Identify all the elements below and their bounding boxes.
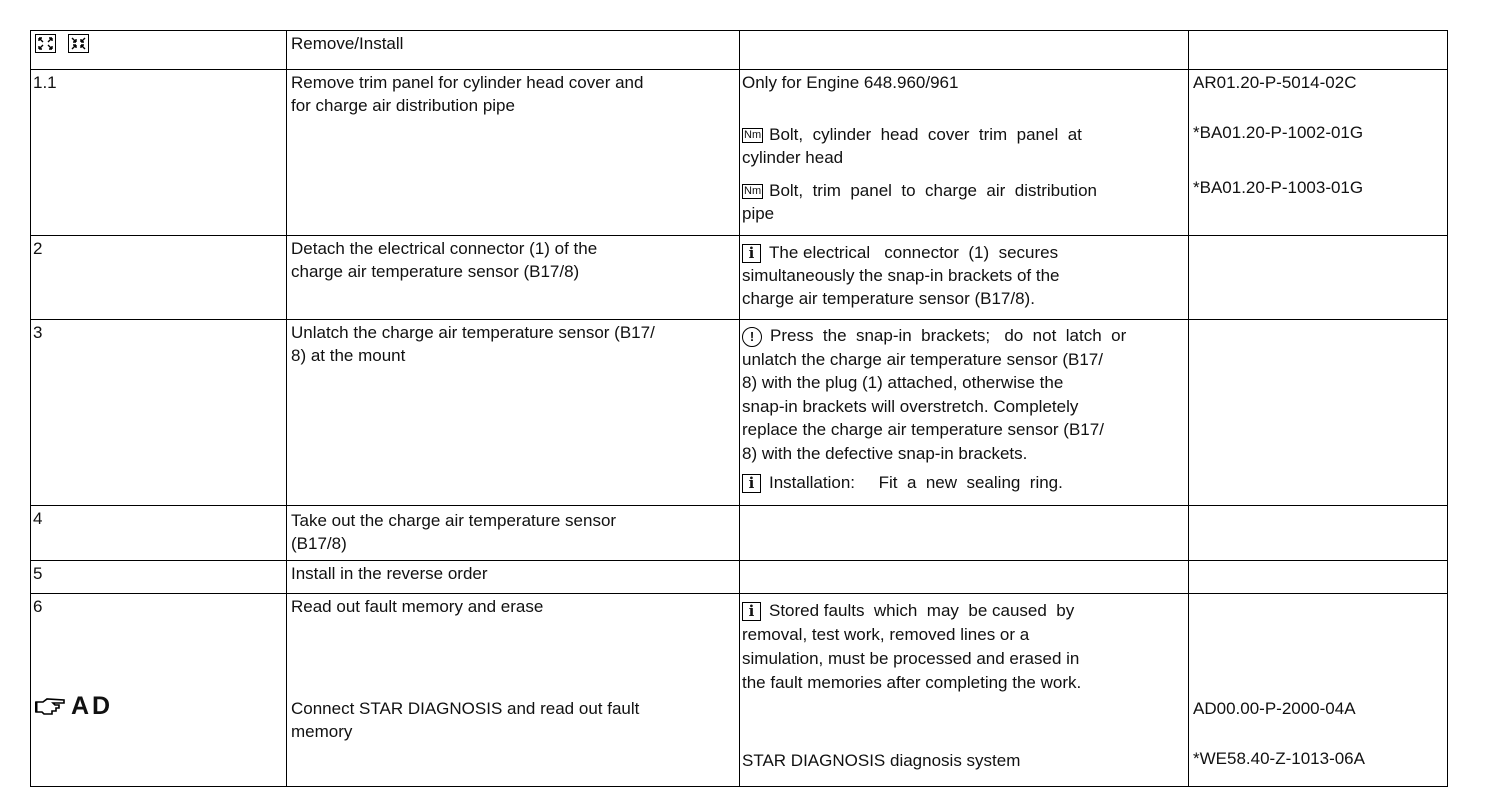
torque-icon[interactable]: Nm — [744, 185, 762, 197]
engine-note: Only for Engine 648.960/961 — [742, 73, 959, 92]
step-action: Detach the electrical connector (1) of the charge air temperature sensor (B17/8) — [291, 239, 598, 281]
warning-note: ! Press the snap-in brackets; do not latch or unlatch the charge air temperature sensor (B17/ 8) with the plug (1) attached, otherwise the snap-in brackets will overstretch. Completely replace the charge air temperature sensor (B17/ 8) with the defective snap-in brackets. — [742, 326, 1127, 463]
warning-icon[interactable]: ! — [742, 327, 762, 347]
step-number: 5 — [33, 564, 43, 583]
torque-note: Nm Bolt, trim panel to charge air distribution pipe — [742, 181, 1097, 223]
step-number: 1.1 — [33, 73, 57, 92]
info-icon[interactable]: i — [742, 474, 761, 493]
torque-note: Nm Bolt, cylinder head cover trim panel at cylinder head — [742, 125, 1082, 167]
step-number: 6 — [33, 597, 43, 616]
table-row — [31, 506, 1448, 561]
table-row — [31, 594, 1448, 787]
step-action: Install in the reverse order — [291, 564, 488, 583]
step-action: Read out fault memory and erase — [291, 597, 544, 616]
expand-icon[interactable] — [35, 34, 56, 53]
installation-note: i Installation: Fit a new sealing ring. — [742, 471, 1063, 494]
info-note: i Stored faults which may be caused by removal, test work, removed lines or a simulation, must be processed and erased in the fault memories after completing the work. — [742, 601, 1082, 692]
tool-label: STAR DIAGNOSIS diagnosis system — [742, 751, 1021, 770]
step-number: 3 — [33, 323, 43, 342]
step-action: Remove trim panel for cylinder head cover and for charge air distribution pipe — [291, 73, 644, 115]
info-icon[interactable]: i — [742, 244, 761, 263]
diagnosis-marker: AD — [35, 692, 113, 725]
step-action: Unlatch the charge air temperature sensor (B17/ 8) at the mount — [291, 323, 655, 365]
step-number: 2 — [33, 239, 43, 258]
info-icon[interactable]: i — [742, 602, 761, 621]
step-number: 4 — [33, 509, 43, 528]
step-header-label: Remove/Install — [291, 34, 404, 53]
table-row — [31, 31, 1448, 70]
torque-icon[interactable]: Nm — [744, 129, 762, 141]
step-action: Connect STAR DIAGNOSIS and read out fault memory — [291, 699, 640, 741]
collapse-icon[interactable] — [68, 34, 89, 53]
reference-link[interactable]: *BA01.20-P-1003-01G — [1193, 178, 1364, 197]
step-action: Take out the charge air temperature sensor (B17/8) — [291, 511, 617, 553]
pointing-hand-icon — [35, 697, 67, 725]
procedure-table — [30, 30, 1448, 787]
info-note: i The electrical connector (1) secures simultaneously the snap-in brackets of the charge air temperature sensor (B17/8). — [742, 243, 1060, 308]
table-row — [31, 561, 1448, 594]
table-row — [31, 70, 1448, 236]
reference-link[interactable]: *WE58.40-Z-1013-06A — [1193, 749, 1365, 768]
table-row — [31, 236, 1448, 320]
reference-link[interactable]: *BA01.20-P-1002-01G — [1193, 123, 1364, 142]
reference-link[interactable]: AD00.00-P-2000-04A — [1193, 699, 1356, 718]
reference-link[interactable]: AR01.20-P-5014-02C — [1193, 73, 1357, 92]
table-row — [31, 320, 1448, 506]
